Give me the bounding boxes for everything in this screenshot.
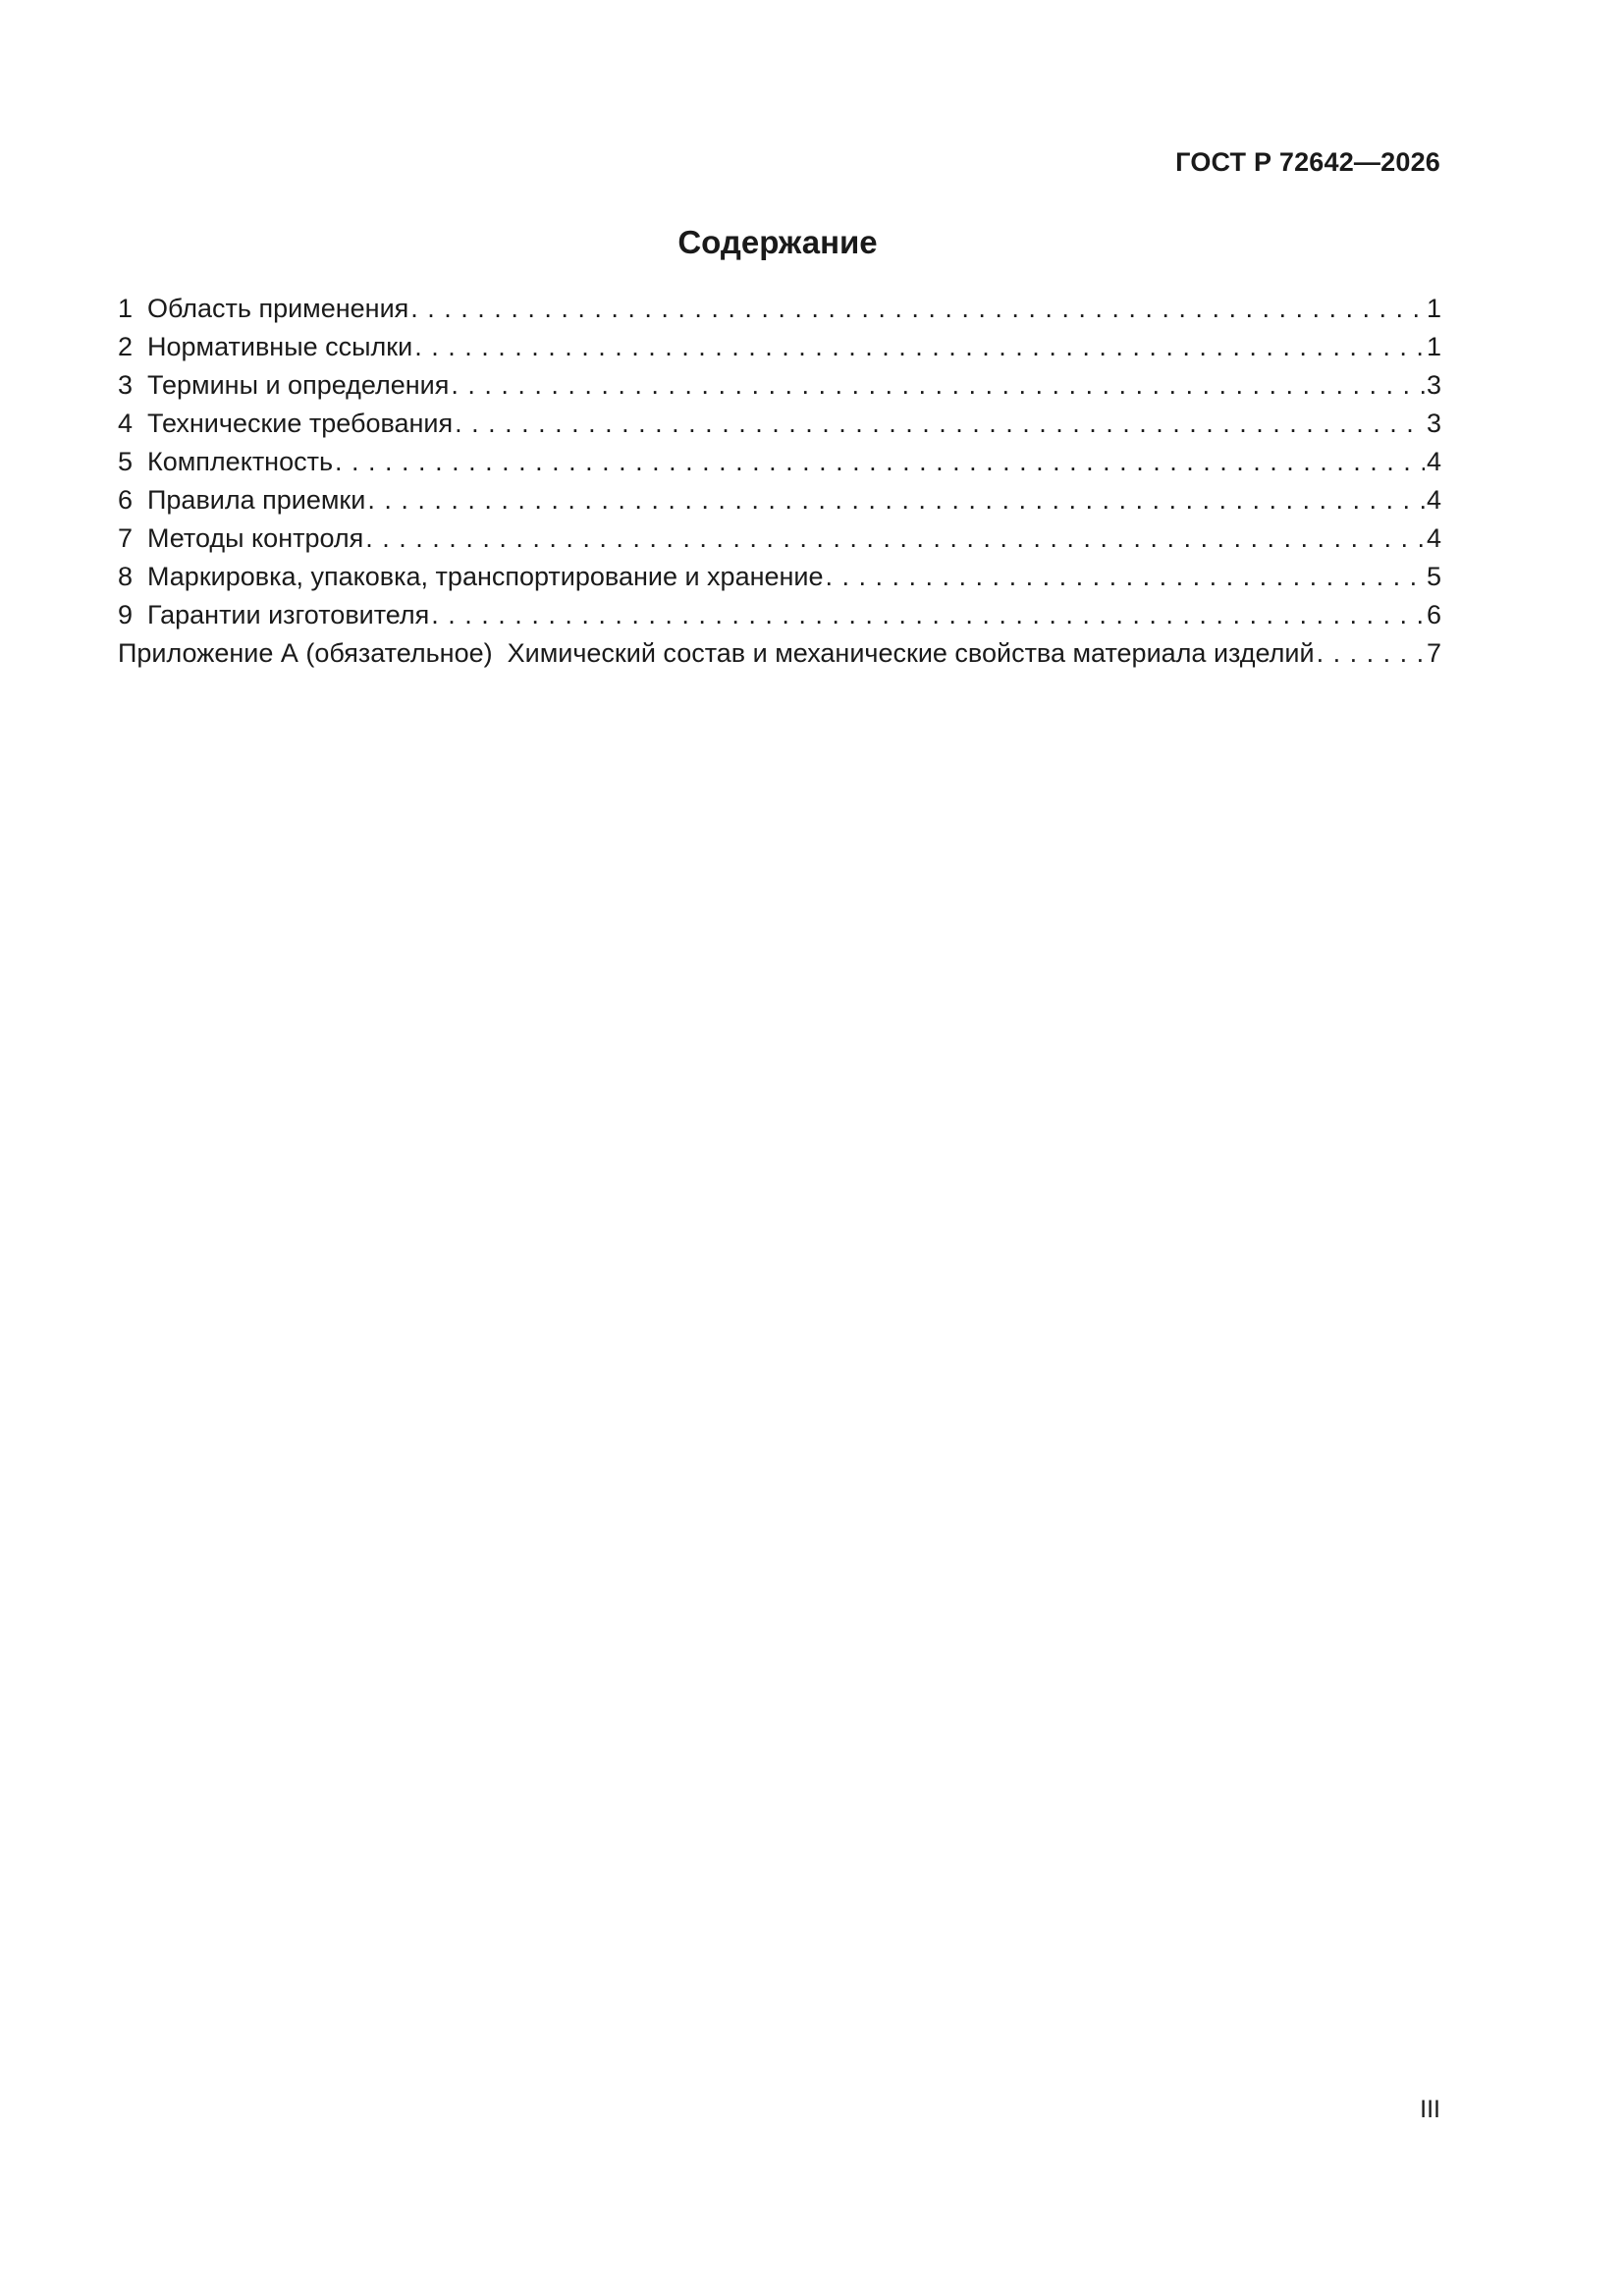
toc-entry-appendix-a[interactable] <box>118 634 1441 673</box>
document-id: ГОСТ Р 72642—2026 <box>1175 147 1440 177</box>
toc-entry-number: 1 <box>118 294 134 323</box>
toc-entry-8[interactable] <box>118 558 1441 596</box>
toc-entry-label: Область применения <box>147 294 409 323</box>
toc-entry-page: 6 <box>1426 600 1441 629</box>
toc-entry-label: Правила приемки <box>147 485 366 515</box>
toc-dot-leader <box>414 328 1425 366</box>
toc-entry-label: Гарантии изготовителя <box>147 600 430 629</box>
toc-entry-label: Маркировка, упаковка, транспортирование и хранение <box>147 562 824 591</box>
page-number: III <box>1420 2096 1440 2123</box>
toc-entry-2[interactable] <box>118 328 1441 366</box>
table-of-contents <box>118 290 1441 673</box>
toc-entry-number: 9 <box>118 600 134 629</box>
toc-entry-number: 6 <box>118 485 134 515</box>
toc-dot-leader <box>826 558 1425 596</box>
toc-entry-number: 8 <box>118 562 134 591</box>
toc-entry-number: 2 <box>118 332 134 361</box>
toc-entry-label: Нормативные ссылки <box>147 332 413 361</box>
toc-dot-leader <box>367 481 1425 519</box>
toc-dot-leader <box>455 405 1425 443</box>
toc-dot-leader <box>365 519 1425 558</box>
toc-entry-number: 3 <box>118 370 134 400</box>
toc-entry-page: 4 <box>1426 447 1441 476</box>
toc-entry-page: 3 <box>1426 370 1441 400</box>
toc-entry-number: 4 <box>118 409 134 438</box>
toc-entry-6[interactable] <box>118 481 1441 519</box>
toc-entry-page: 1 <box>1426 294 1441 323</box>
toc-dot-leader <box>1317 634 1425 673</box>
toc-title: Содержание <box>677 224 878 260</box>
toc-entry-9[interactable] <box>118 596 1441 634</box>
toc-entry-page: 4 <box>1426 485 1441 515</box>
toc-entry-label: Технические требования <box>147 409 454 438</box>
toc-entry-number: 7 <box>118 523 134 553</box>
toc-entry-page: 5 <box>1426 562 1441 591</box>
toc-entry-label: Методы контроля <box>147 523 364 553</box>
toc-entry-page: 3 <box>1426 409 1441 438</box>
toc-entry-4[interactable] <box>118 405 1441 443</box>
toc-dot-leader <box>410 290 1425 328</box>
toc-dot-leader <box>431 596 1425 634</box>
toc-entry-7[interactable] <box>118 519 1441 558</box>
toc-dot-leader <box>335 443 1425 481</box>
toc-entry-page: 7 <box>1426 638 1441 668</box>
toc-entry-number: 5 <box>118 447 134 476</box>
toc-entry-label: Комплектность <box>147 447 334 476</box>
toc-entry-page: 4 <box>1426 523 1441 553</box>
toc-entry-page: 1 <box>1426 332 1441 361</box>
toc-dot-leader <box>451 366 1425 405</box>
toc-entry-label: Термины и определения <box>147 370 450 400</box>
toc-entry-label: Приложение А (обязательное) Химический состав и механические свойства материала изделий <box>118 638 1315 668</box>
toc-entry-1[interactable] <box>118 290 1441 328</box>
toc-entry-5[interactable] <box>118 443 1441 481</box>
toc-entry-3[interactable] <box>118 366 1441 405</box>
